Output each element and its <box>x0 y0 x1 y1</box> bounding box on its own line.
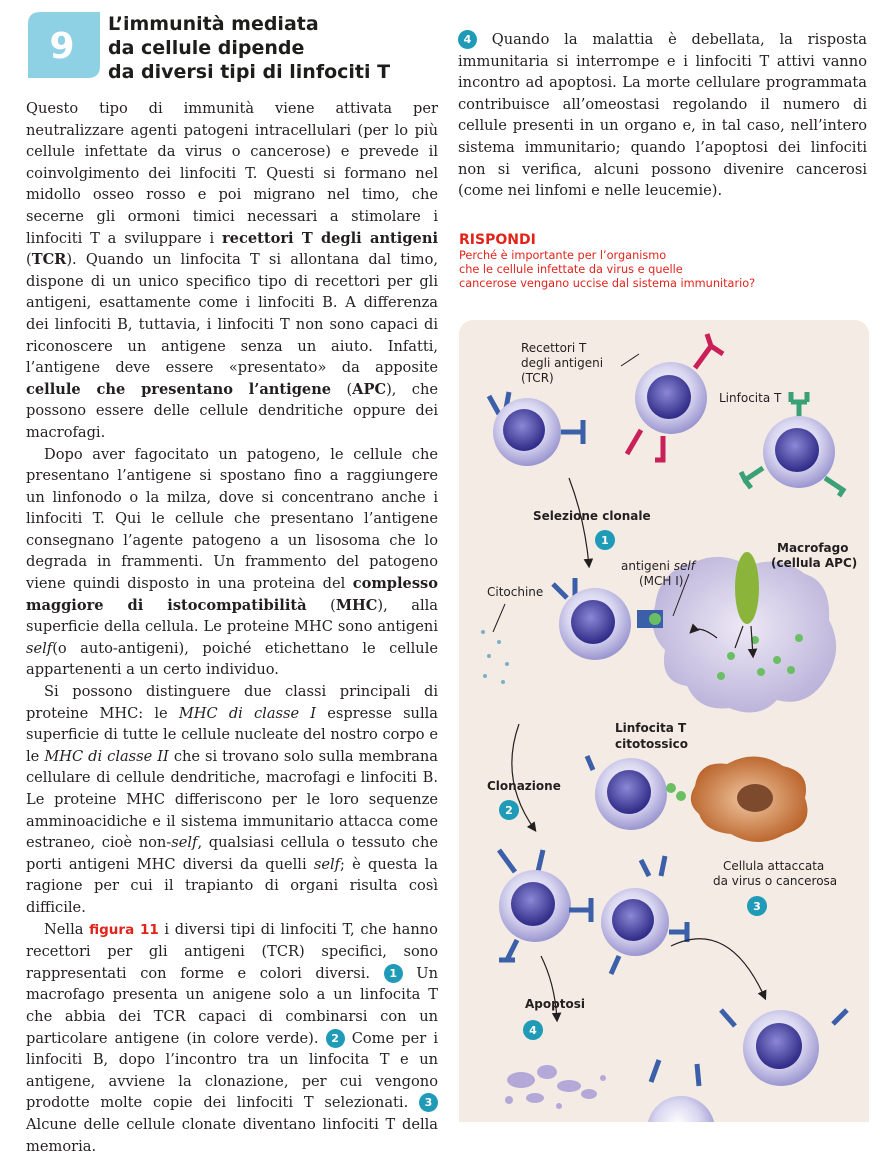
label-citochine: Citochine <box>487 585 544 599</box>
label-clonazione: Clonazione <box>487 779 561 793</box>
paragraph-apoptosis: 4 Quando la malattia è debellata, la risposta immunitaria si interrompe e i linfociti T attivi vanno incontro ad apoptosi. La morte cellulare programmata contribuisce all’omeostasi regolando il numero di cellule presenti in un organo e, in tal caso, nell’intero sistema immunitario; quando l’apoptosi dei linfociti non si verifica, alcuni possono divenire cancerosi (come nei linfomi e nelle leucemie). <box>458 31 867 200</box>
rispondi-question-line: cancerose vengano uccise dal sistema immunitario? <box>459 277 756 290</box>
label-tcr-line: Recettori T <box>521 341 587 355</box>
section-title-line: da cellule dipende <box>108 37 305 59</box>
label-selezione-clonale: Selezione clonale <box>533 509 651 523</box>
paragraph-figure-description: Nella figura 11 i diversi tipi di linfociti T, che hanno recettori per gli antigeni (TCR) specifici, sono rappresentati con forme e colori diversi. 1 Un macrofago presenta un anigene solo a un linfocita T che abbia dei TCR capaci di combinarsi con un particolare antigene (in colore verde). 2 Come per i linfociti B, dopo l’incontro tra un linfocita T e un antigene, avviene la clonazione, per cui vengono prodotte molte copie dei linfociti T selezionati. 3 Alcune delle cellule clonate diventano linfociti T della memoria. <box>26 920 438 1155</box>
label-cellula-attaccata-line: da virus o cancerosa <box>713 874 838 888</box>
label-macrofago-line: (cellula APC) <box>771 556 858 570</box>
paragraph-intro: Questo tipo di immunità viene attivata per neutralizzare agenti patogeni intracellulari (per lo più cellule infettate da virus o cancerose) e prevede il coinvolgimento dei linfociti T. Questi si formano nel midollo osseo rosso e poi migrano nel timo, che secerne gli ormoni timici necessari a stimolare i linfociti T a sviluppare i recettori T degli antigeni (TCR). Quando un linfocita T si allontana dal timo, dispone di un unico specifico tipo di recettori per gli antigeni, esattamente come i linfociti B. A differenza dei linfociti B, tuttavia, i linfociti T non sono capaci di riconoscere un antigene senza un aiuto. Infatti, l’antigene deve essere «presentato» da apposite cellule che presentano l’antigene (APC), che possono essere delle cellule dendritiche oppure dei macrofagi. <box>26 100 438 441</box>
label-mch: (MCH I) <box>639 574 684 588</box>
label-tcr-line: (TCR) <box>521 371 554 385</box>
step-number-badge: 2 <box>326 1029 345 1048</box>
rispondi-question-line: Perché è importante per l’organismo <box>459 249 667 262</box>
figure-reference-link[interactable]: figura 11 <box>89 921 159 938</box>
label-citotossico-line: citotossico <box>615 737 688 751</box>
label-cellula-attaccata-line: Cellula attaccata <box>723 859 825 873</box>
label-apoptosi: Apoptosi <box>525 997 585 1011</box>
section-title <box>108 12 390 84</box>
step-number-3: 3 <box>753 900 761 913</box>
label-antigeni-self: antigeni self <box>621 559 695 573</box>
rispondi-box <box>459 232 859 291</box>
left-column <box>26 98 438 1157</box>
step-number-badge: 1 <box>384 964 403 983</box>
step-number-1: 1 <box>601 534 609 547</box>
step-number-4: 4 <box>529 1024 537 1037</box>
section-title-line: L’immunità mediata <box>108 13 319 35</box>
paragraph-presentation: Dopo aver fagocitato un patogeno, le cellule che presentano l’antigene si spostano fino a raggiungere un linfonodo o la milza, dove si concentrano anche i linfociti T. Qui le cellule che presentano l’antigene consegnano l’agente patogeno a un lisosoma che lo degrada in frammenti. Un frammento del patogeno viene quindi disposto in una proteina del complesso maggiore di istocompatibilità (MHC), alla superficie della cellula. Le proteine MHC sono antigeni self(o auto-antigeni), poiché etichettano le cellule appartenenti a un certo individuo. <box>26 445 438 679</box>
rispondi-heading: RISPONDI <box>459 232 536 248</box>
label-macrofago-line: Macrofago <box>777 541 849 555</box>
label-citotossico-line: Linfocita T <box>615 721 687 735</box>
section-number-badge <box>28 12 100 78</box>
step-number-2: 2 <box>505 804 513 817</box>
section-title-line: da diversi tipi di linfociti T <box>108 61 391 83</box>
section-number: 9 <box>49 26 75 67</box>
rispondi-question-line: che le cellule infettate da virus e quelle <box>459 263 683 276</box>
step-number-badge: 3 <box>419 1093 438 1112</box>
label-tcr-line: degli antigeni <box>521 356 604 370</box>
right-column <box>458 29 867 202</box>
t-cell-figure <box>459 320 869 1122</box>
label-linfocita-t: Linfocita T <box>719 391 782 405</box>
paragraph-mhc-classes: Si possono distinguere due classi principali di proteine MHC: le MHC di classe I espresse sulla superficie di tutte le cellule nucleate del nostro corpo e le MHC di classe II che si trovano solo sulla membrana cellulare di cellule dendritiche, macrofagi e linfociti B. Le proteine MHC differiscono per le loro sequenze amminoacidiche e il sistema immunitario attacca come estraneo, cioè non-self, qualsiasi cellula o tessuto che porti antigeni MHC diversi da quelli self; è questa la ragione per cui il trapianto di organi risulta così difficile. <box>26 683 438 916</box>
step-number-badge: 4 <box>458 30 477 49</box>
